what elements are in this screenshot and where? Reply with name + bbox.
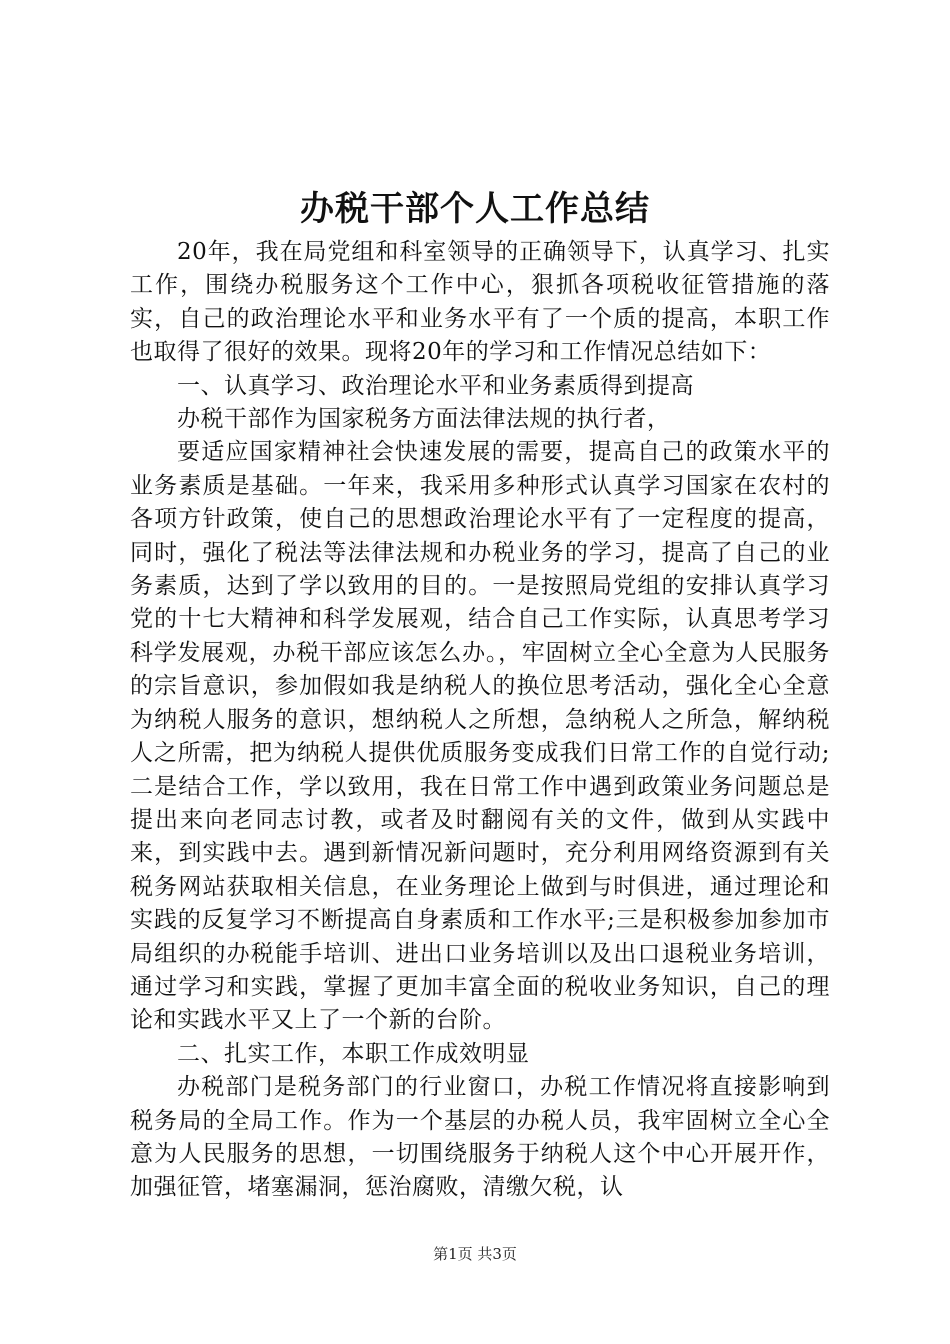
- section-heading-2: 二、扎实工作，本职工作成效明显: [177, 1040, 530, 1067]
- paragraph-intro: 20年，我在局党组和科室领导的正确领导下，认真学习、扎实工作，围绕办税服务这个工作中心，狠抓各项税收征管措施的落实，自己的政治理论水平和业务水平有了一个质的提高，本职工作也取得了很好的效果。现将20年的学习和工作情况总结如下：: [130, 239, 830, 366]
- document-title: 办税干部个人工作总结: [300, 189, 650, 229]
- paragraph-1a: 办税干部作为国家税务方面法律法规的执行者，: [177, 406, 671, 433]
- paragraph-1b: 要适应国家精神社会快速发展的需要，提高自己的政策水平的业务素质是基础。一年来，我采用多种形式认真学习国家在农村的各项方针政策，使自己的思想政治理论水平有了一定程度的提高，同时，强化了税法等法律法规和办税业务的学习，提高了自己的业务素质，达到了学以致用的目的。一是按照局党组的安排认真学习党的十七大精神和科学发展观，结合自己工作实际，认真思考学习科学发展观，办税干部应该怎么办。，牢固树立全心全意为人民服务的宗旨意识，参加假如我是纳税人的换位思考活动，强化全心全意为纳税人服务的意识，想纳税人之所想，急纳税人之所急，解纳税人之所需，把为纳税人提供优质服务变成我们日常工作的自觉行动;二是结合工作，学以致用，我在日常工作中遇到政策业务问题总是提出来向老同志讨教，或者及时翻阅有关的文件，做到从实践中来，到实践中去。遇到新情况新问题时，充分利用网络资源到有关税务网站获取相关信息，在业务理论上做到与时俱进，通过理论和实践的反复学习不断提高自身素质和工作水平;三是积极参加参加市局组织的办税能手培训、进出口业务培训以及出口退税业务培训，通过学习和实践，掌握了更加丰富全面的税收业务知识，自己的理论和实践水平又上了一个新的台阶。: [130, 439, 830, 1034]
- page-number-footer: 第1页 共3页: [433, 1245, 517, 1263]
- document-body: [130, 236, 830, 1205]
- paragraph-2a: 办税部门是税务部门的行业窗口，办税工作情况将直接影响到税务局的全局工作。作为一个基层的办税人员，我牢固树立全心全意为人民服务的思想，一切围绕服务于纳税人这个中心开展开作，加强征管，堵塞漏洞，惩治腐败，清缴欠税，认: [130, 1074, 830, 1201]
- section-heading-1: 一、认真学习、政治理论水平和业务素质得到提高: [177, 372, 694, 399]
